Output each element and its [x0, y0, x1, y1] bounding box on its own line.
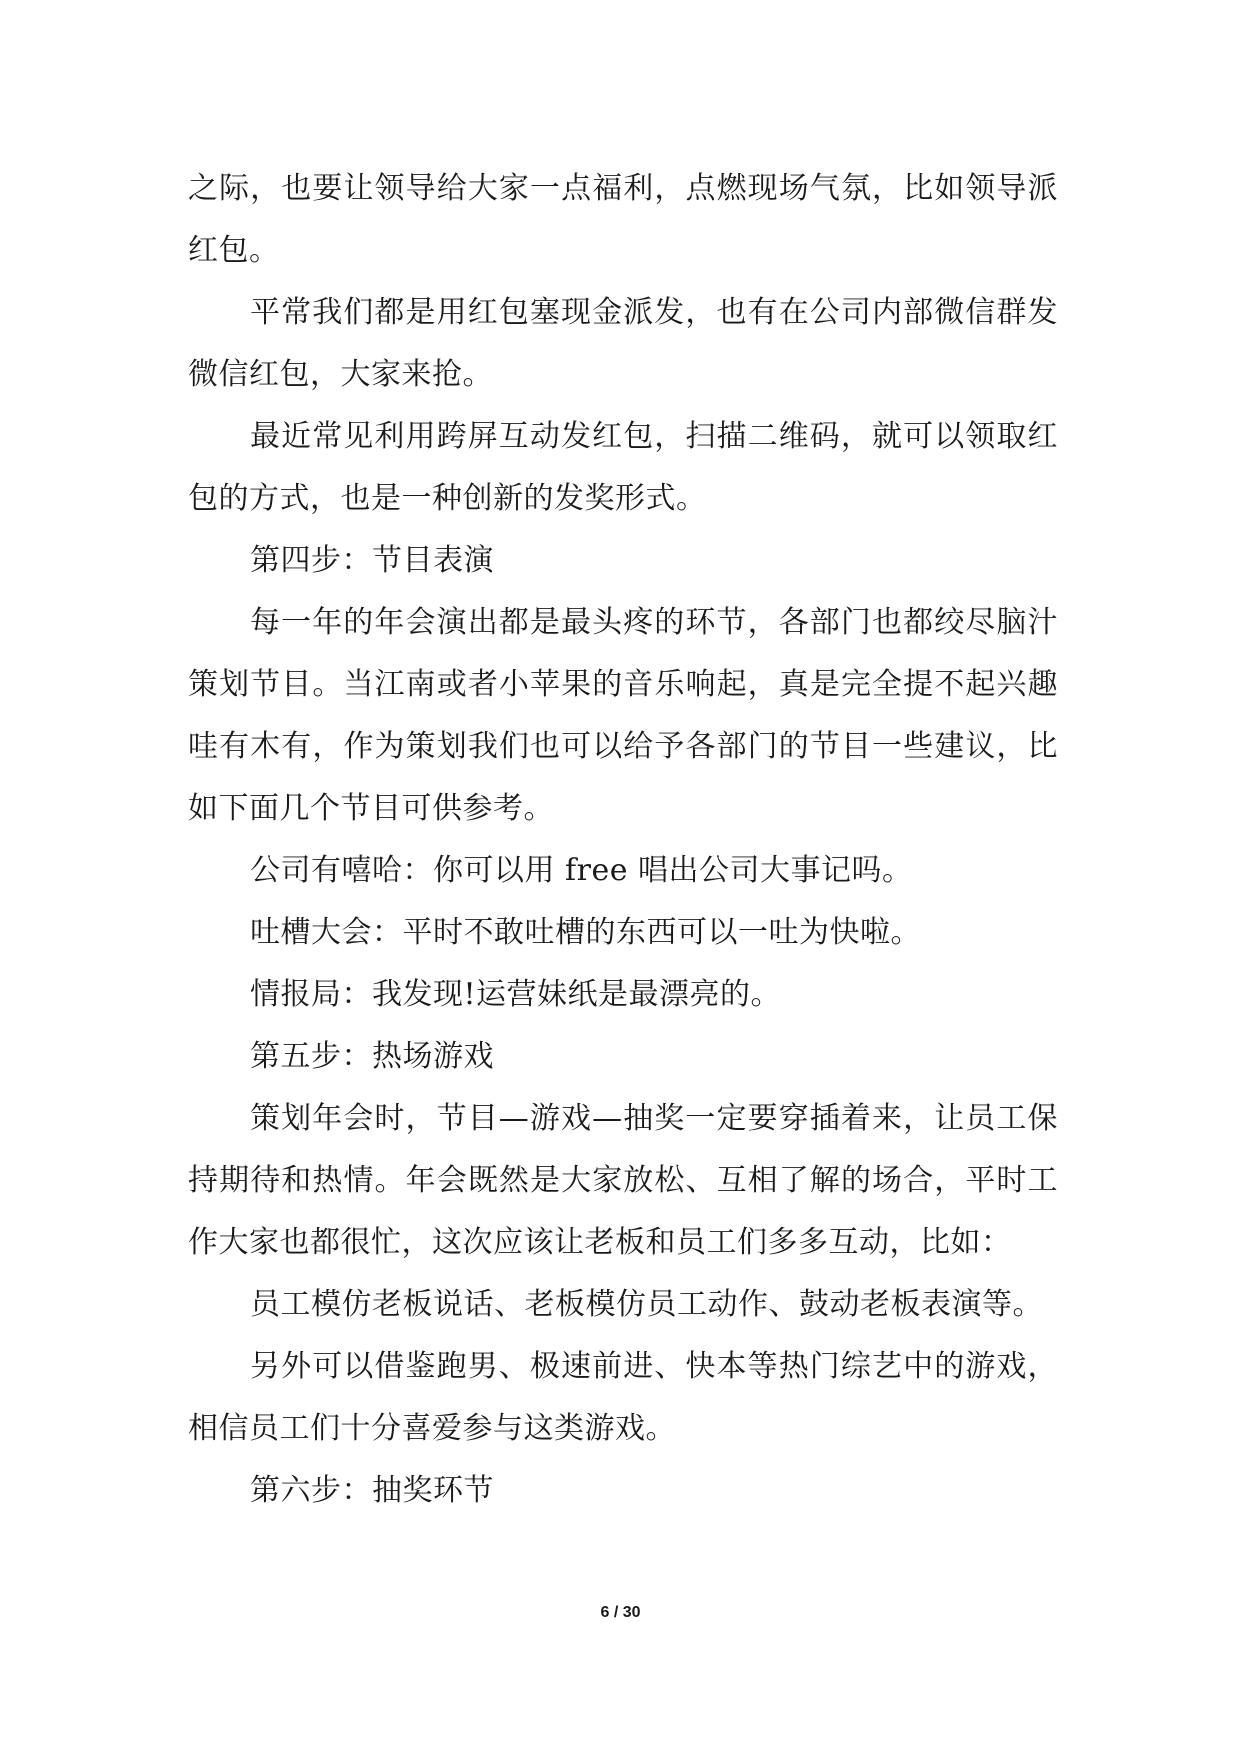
heading-step-four: 第四步：节目表演 [250, 543, 494, 578]
paragraph-warmup-games: 策划年会时，节目—游戏—抽奖一定要穿插着来，让员工保持期待和热情。年会既然是大家放松、互相了解的场合，平时工作大家也都很忙，这次应该让老板和员工们多多互动，比如： [188, 1101, 1058, 1260]
list-item-intel: 情报局：我发现!运营妹纸是最漂亮的。 [250, 977, 782, 1012]
heading-step-six: 第六步：抽奖环节 [250, 1473, 494, 1508]
list-item-hiphop: 公司有嘻哈：你可以用 free 唱出公司大事记吗。 [250, 853, 913, 888]
paragraph-imitation: 员工模仿老板说话、老板模仿员工动作、鼓动老板表演等。 [250, 1287, 1043, 1322]
paragraph-cash-red-packet: 平常我们都是用红包塞现金派发，也有在公司内部微信群发微信红包，大家来抢。 [188, 295, 1058, 392]
paragraph-performance: 每一年的年会演出都是最头疼的环节，各部门也都绞尽脑汁策划节目。当江南或者小苹果的音乐响起，真是完全提不起兴趣哇有木有，作为策划我们也可以给予各部门的节目一些建议，比如下面几个节目可供参考。 [188, 605, 1058, 826]
document-body [188, 158, 1058, 1522]
list-item-roast: 吐槽大会：平时不敢吐槽的东西可以一吐为快啦。 [250, 915, 921, 950]
paragraph-welfare-intro: 之际，也要让领导给大家一点福利，点燃现场气氛，比如领导派红包。 [188, 171, 1058, 268]
heading-step-five: 第五步：热场游戏 [250, 1039, 494, 1074]
page-number: 6 / 30 [600, 1604, 641, 1621]
paragraph-cross-screen-red-packet: 最近常见利用跨屏互动发红包，扫描二维码，就可以领取红包的方式，也是一种创新的发奖形式。 [188, 419, 1058, 516]
paragraph-variety-games: 另外可以借鉴跑男、极速前进、快本等热门综艺中的游戏，相信员工们十分喜爱参与这类游戏。 [188, 1349, 1058, 1446]
